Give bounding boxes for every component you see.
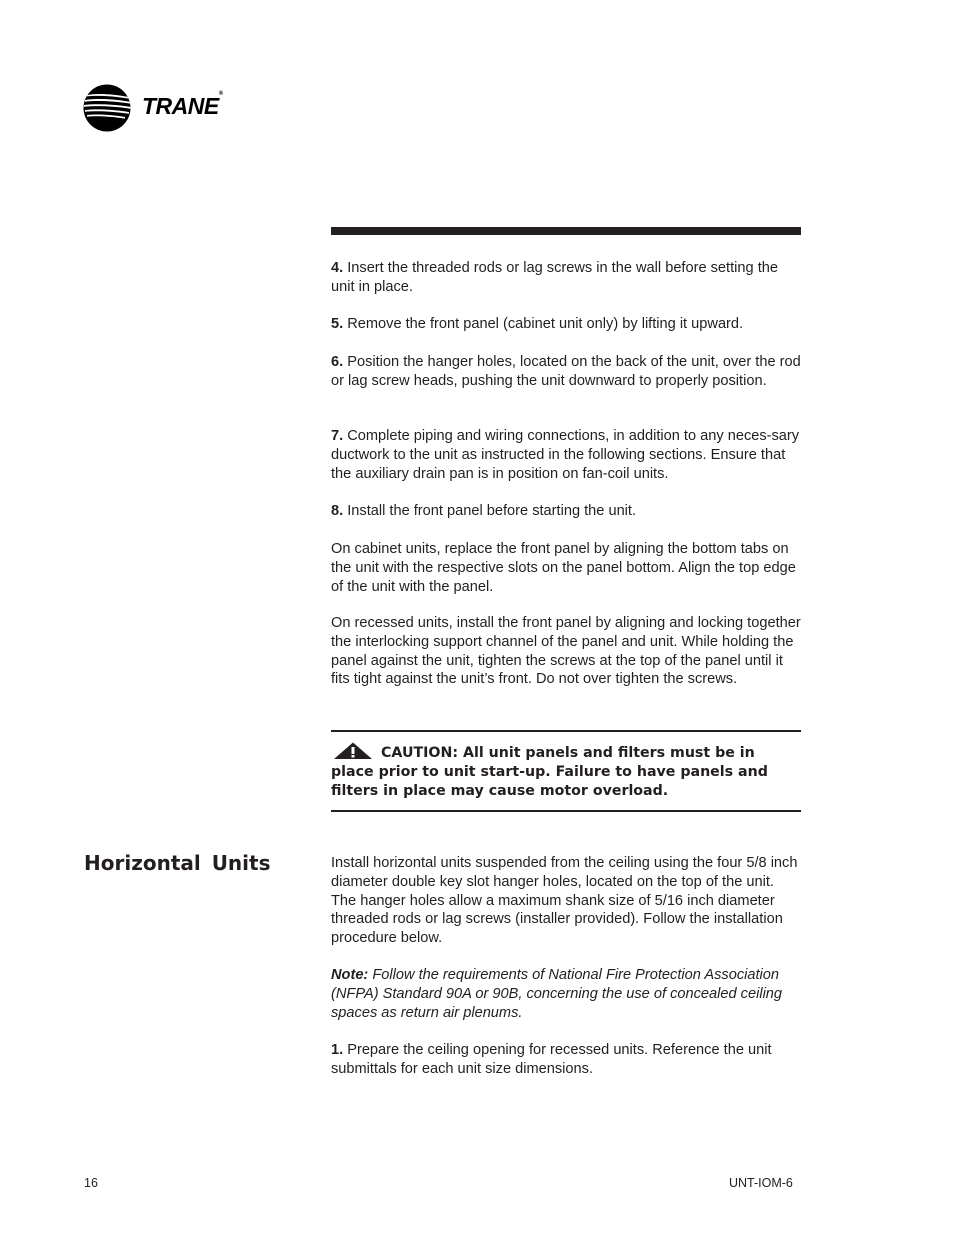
document-code: UNT-IOM-6 xyxy=(729,1176,793,1190)
step-number: 6. xyxy=(331,354,344,370)
step-text: Install the front panel before starting the unit. xyxy=(343,503,637,519)
step-text: Remove the front panel (cabinet unit only) by lifting it upward. xyxy=(343,316,744,332)
trane-wordmark: TRANE® xyxy=(142,91,223,119)
recessed-units-paragraph: On recessed units, install the front panel by aligning and locking together the interlocking support channel of the panel and unit. While holding the panel against the unit, tighten the screws at the top of the panel until it fits tight against the unit’s front. Do not over tighten the screws. xyxy=(331,615,801,688)
warning-triangle-icon xyxy=(331,742,381,760)
step-number: 5. xyxy=(331,316,344,332)
step-number: 7. xyxy=(331,428,344,444)
step-number: 1. xyxy=(331,1042,344,1058)
trane-logo-mark-icon xyxy=(83,84,131,132)
step-number: 8. xyxy=(331,503,344,519)
step-text: Prepare the ceiling opening for recessed units. Reference the unit submittals for each unit size dimensions. xyxy=(331,1042,772,1077)
step-text: Insert the threaded rods or lag screws in the wall before setting the unit in place. xyxy=(331,260,778,295)
nfpa-note xyxy=(331,966,801,1022)
section-top-rule xyxy=(331,227,801,235)
step-text: Position the hanger holes, located on the back of the unit, over the rod or lag screw heads, pushing the unit downward to properly position. xyxy=(331,354,801,389)
step-5 xyxy=(331,315,801,334)
note-text: Follow the requirements of National Fire Protection Association (NFPA) Standard 90A or 90B, concerning the use of concealed ceiling spaces as return air plenums. xyxy=(331,967,783,1021)
note-label: Note: xyxy=(331,967,369,983)
cabinet-units-paragraph: On cabinet units, replace the front panel by aligning the bottom tabs on the unit with the respective slots on the panel bottom. Align the top edge of the unit with the panel. xyxy=(331,541,796,595)
horizontal-units-heading: Horizontal Units xyxy=(84,851,271,875)
step-8 xyxy=(331,502,801,521)
step-text: Complete piping and wiring connections, in addition to any neces-sary ductwork to the unit as instructed in the following sections. Ensure that the auxiliary drain pan is in position on fan-coil units. xyxy=(331,428,800,482)
page-number: 16 xyxy=(84,1176,98,1190)
caution-message: CAUTION: All unit panels and filters must be in place prior to unit start-up. Failure to have panels and filters in place may cause motor overload. xyxy=(331,742,801,802)
horizontal-step-1 xyxy=(331,1041,801,1079)
step-6 xyxy=(331,353,801,391)
horizontal-intro-paragraph: Install horizontal units suspended from the ceiling using the four 5/8 inch diameter double key slot hanger holes, located on the top of the unit. The hanger holes allow a maximum shank size of 5/16 inch diameter threaded rods or lag screws (installer provided). Follow the installation procedure below. xyxy=(331,855,798,947)
step-number: 4. xyxy=(331,260,344,276)
step-4 xyxy=(331,259,801,297)
caution-box xyxy=(331,730,801,812)
trane-logo xyxy=(83,84,233,134)
step-7 xyxy=(331,427,801,483)
